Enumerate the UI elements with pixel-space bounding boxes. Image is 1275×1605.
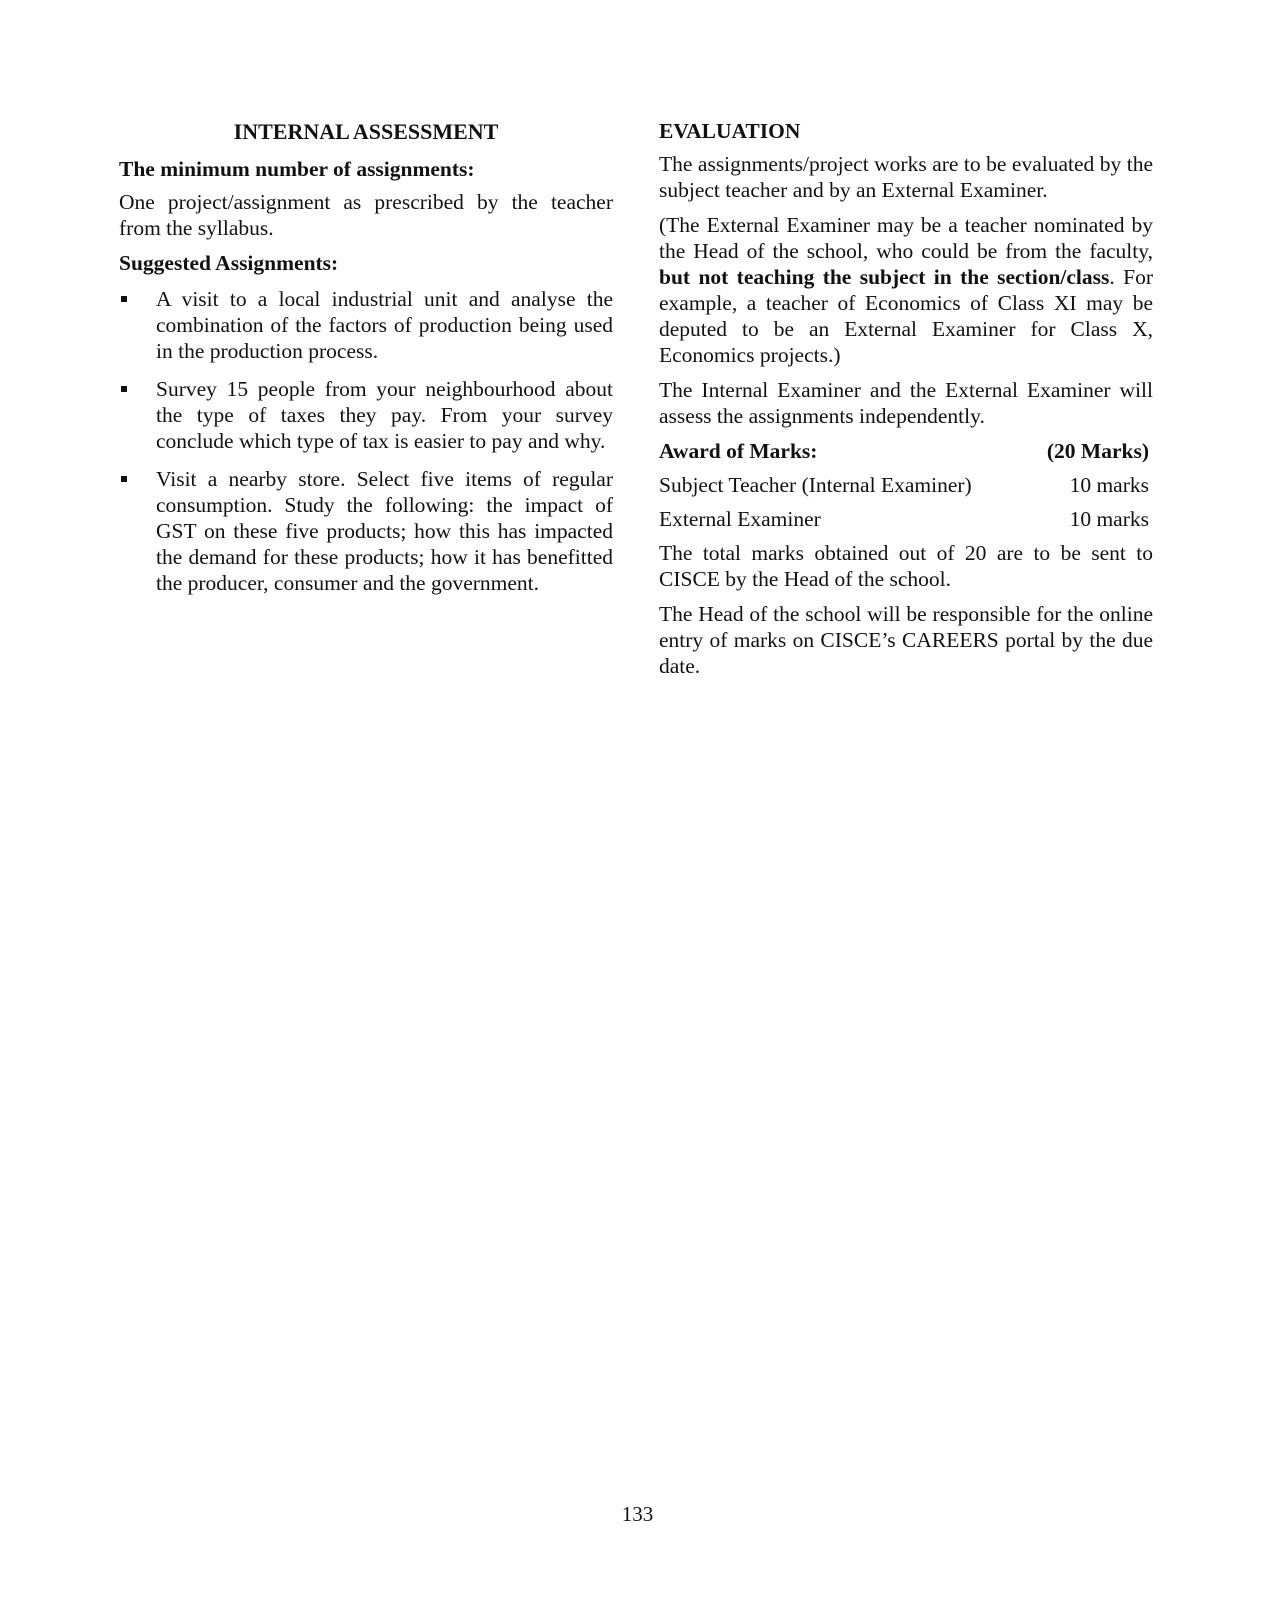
square-bullet-icon: [121, 476, 127, 482]
minimum-assignments-heading: The minimum number of assignments:: [119, 157, 475, 181]
evaluation-paragraph-1: The assignments/project works are to be evaluated by the subject teacher and by an External Examiner.: [659, 152, 1153, 202]
suggested-assignments-heading: Suggested Assignments:: [119, 251, 339, 275]
marks-label: External Examiner: [659, 507, 821, 531]
marks-label: Subject Teacher (Internal Examiner): [659, 473, 972, 497]
square-bullet-icon: [121, 386, 127, 392]
evaluation-heading: EVALUATION: [659, 119, 801, 143]
square-bullet-icon: [121, 296, 127, 302]
internal-assessment-heading: INTERNAL ASSESSMENT: [233, 119, 499, 144]
page-number: 133: [621, 1502, 654, 1526]
marks-row-external: [659, 506, 1153, 532]
marks-value: 10 marks: [1069, 473, 1149, 497]
right-column: [659, 118, 1153, 688]
evaluation-paragraph-4: The total marks obtained out of 20 are to be sent to CISCE by the Head of the school.: [659, 541, 1153, 591]
list-item: [119, 376, 613, 454]
evaluation-paragraph-3: The Internal Examiner and the External Examiner will assess the assignments independently.: [659, 378, 1153, 428]
minimum-assignments-text: One project/assignment as prescribed by the teacher from the syllabus.: [119, 190, 613, 240]
left-column: [119, 118, 613, 608]
list-item: [119, 286, 613, 364]
award-of-marks-row: [659, 438, 1153, 464]
assignment-text: Visit a nearby store. Select five items of regular consumption. Study the following: the impact of GST on these five products; how this has impacted the demand for these products; how it has benefitted the producer, consumer and the government.: [156, 467, 613, 595]
evaluation-paragraph-2: [659, 212, 1153, 368]
marks-row-internal: [659, 472, 1153, 498]
paragraph-2-end: . For example, a teacher of Economics of Class XI may be deputed to be an External Examiner for Class X, Economics projects.): [659, 265, 1153, 367]
paragraph-2-bold: but not teaching the subject in the section/class: [659, 265, 1110, 289]
paragraph-2-start: (The External Examiner may be a teacher nominated by the Head of the school, who could be from the faculty,: [659, 213, 1153, 263]
list-item: [119, 466, 613, 596]
assignment-list: [119, 286, 613, 596]
evaluation-paragraph-5: The Head of the school will be responsible for the online entry of marks on CISCE’s CAREERS portal by the due date.: [659, 602, 1153, 678]
marks-value: 10 marks: [1069, 507, 1149, 531]
award-total: (20 Marks): [1046, 439, 1149, 463]
award-label: Award of Marks:: [659, 439, 818, 463]
assignment-text: Survey 15 people from your neighbourhood about the type of taxes they pay. From your survey conclude which type of tax is easier to pay and why.: [156, 377, 613, 453]
assignment-text: A visit to a local industrial unit and analyse the combination of the factors of production being used in the production process.: [156, 287, 613, 363]
